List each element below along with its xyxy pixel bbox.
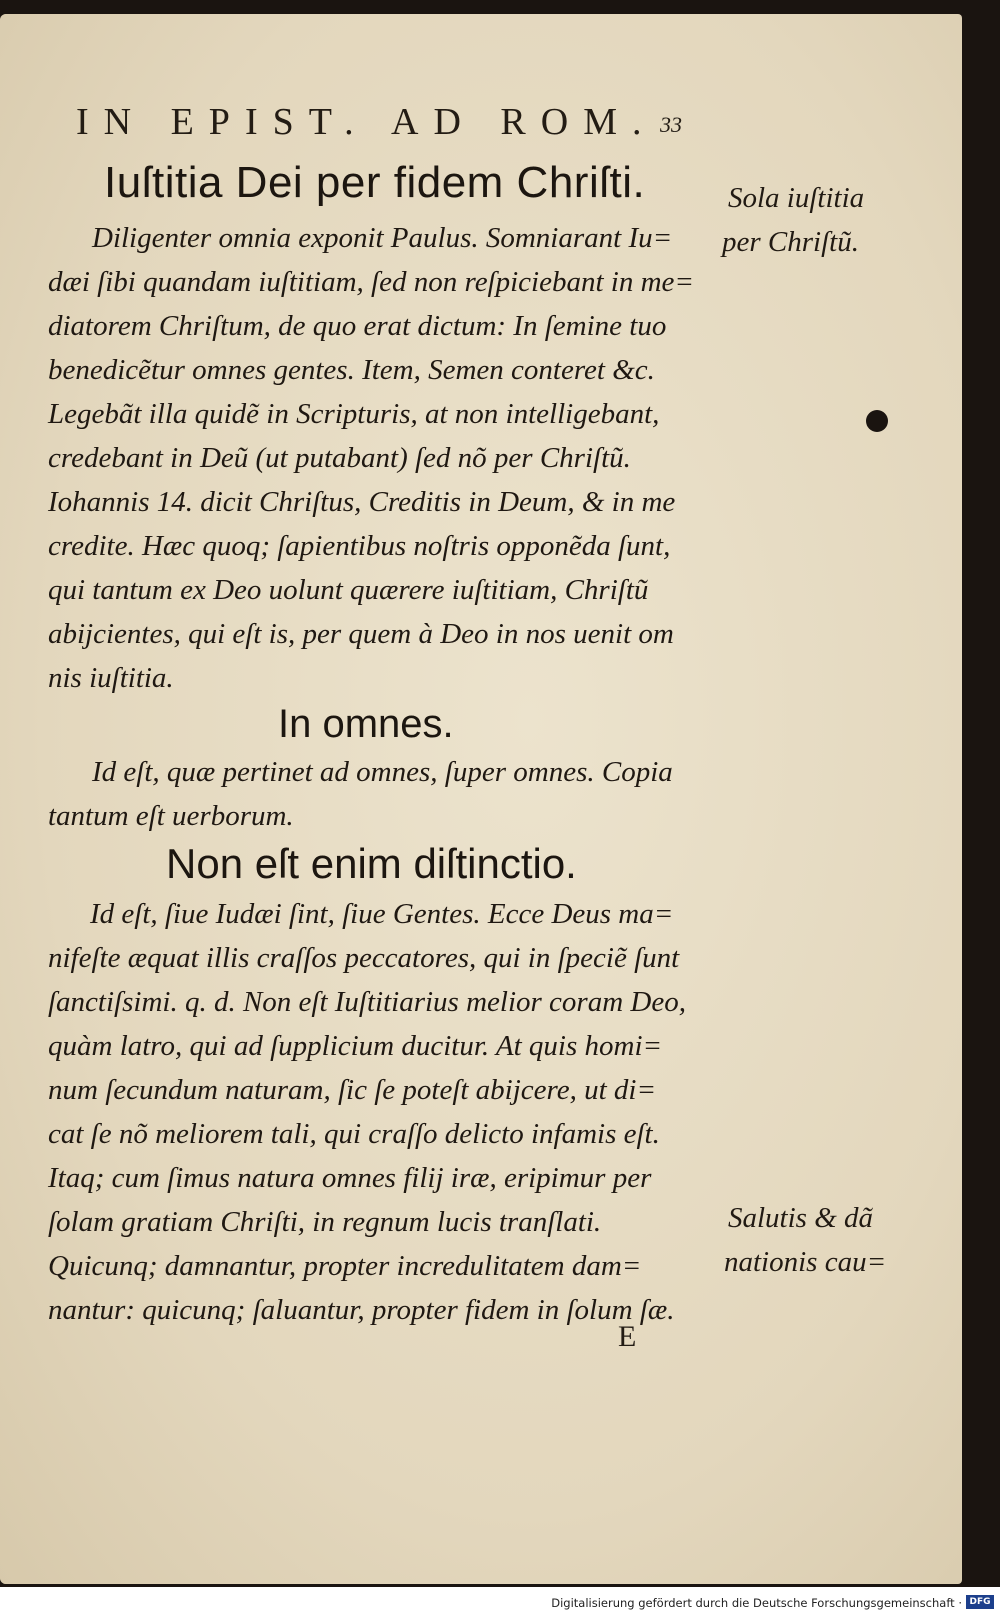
text-line: Quicunq; damnantur, propter incredulitatem dam= xyxy=(48,1250,642,1282)
text-line: benedicẽtur omnes gentes. Item, Semen conteret &c. xyxy=(48,354,655,386)
signature-mark: E xyxy=(618,1320,637,1353)
text-line: nantur: quicunq; ſaluantur, propter fidem in ſolum ſæ. xyxy=(48,1294,675,1326)
running-title: IN EPIST. AD ROM. xyxy=(76,101,657,143)
text-line: quàm latro, qui ad ſupplicium ducitur. At quis homi= xyxy=(48,1030,663,1062)
text-line: ſolam gratiam Chriſti, in regnum lucis tranſlati. xyxy=(48,1206,602,1238)
text-line: qui tantum ex Deo uolunt quærere iuſtitiam, Chriſtũ xyxy=(48,574,649,606)
text-line: Legebãt illa quidẽ in Scripturis, at non intelligebant, xyxy=(48,398,660,430)
heading-non-est-distinctio: Non eſt enim diſtinctio. xyxy=(166,840,577,887)
text-line: credite. Hæc quoq; ſapientibus noſtris opponẽda ſunt, xyxy=(48,530,671,562)
text-line: cat ſe nõ meliorem tali, qui craſſo delicto infamis eſt. xyxy=(48,1118,660,1150)
folio-number: 33 xyxy=(660,112,682,137)
text-line: Diligenter omnia exponit Paulus. Somniarant Iu= xyxy=(92,222,673,254)
marginal-note-line: per Chriſtũ. xyxy=(722,226,859,258)
text-line: num ſecundum naturam, ſic ſe poteſt abijcere, ut di= xyxy=(48,1074,657,1106)
text-line: Itaq; cum ſimus natura omnes filij iræ, eripimur per xyxy=(48,1162,652,1194)
digitization-footer xyxy=(0,1587,1000,1617)
dfg-logo-icon[interactable]: DFG xyxy=(966,1595,994,1609)
footer-credit: Digitalisierung gefördert durch die Deutsche Forschungsgemeinschaft · xyxy=(551,1596,962,1610)
text-line: Id eſt, quæ pertinet ad omnes, ſuper omnes. Copia xyxy=(92,756,673,788)
ink-dot-mark xyxy=(866,410,888,432)
running-head xyxy=(76,100,716,150)
text-line: nis iuſtitia. xyxy=(48,662,174,694)
text-line: ſanctiſsimi. q. d. Non eſt Iuſtitiarius melior coram Deo, xyxy=(48,986,686,1018)
text-line: diatorem Chriſtum, de quo erat dictum: In ſemine tuo xyxy=(48,310,667,342)
heading-in-omnes: In omnes. xyxy=(278,702,454,746)
marginal-note-line: Sola iuſtitia xyxy=(728,182,865,214)
text-line: abijcientes, qui eſt is, per quem à Deo in nos uenit om xyxy=(48,618,674,650)
heading-iustitia: Iuſtitia Dei per fidem Chriſti. xyxy=(104,158,646,207)
marginal-note-line: nationis cau= xyxy=(724,1246,887,1278)
text-line: Iohannis 14. dicit Chriſtus, Creditis in Deum, & in me xyxy=(48,486,676,518)
text-line: Id eſt, ſiue Iudæi ſint, ſiue Gentes. Ecce Deus ma= xyxy=(90,898,674,930)
marginal-note-line: Salutis & dã xyxy=(728,1202,874,1234)
text-line: dæi ſibi quandam iuſtitiam, ſed non reſpiciebant in me= xyxy=(48,266,694,298)
text-line: credebant in Deũ (ut putabant) ſed nõ per Chriſtũ. xyxy=(48,442,631,474)
text-line: tantum eſt uerborum. xyxy=(48,800,294,832)
text-line: nifeſte æquat illis craſſos peccatores, qui in ſpeciẽ ſunt xyxy=(48,942,680,974)
